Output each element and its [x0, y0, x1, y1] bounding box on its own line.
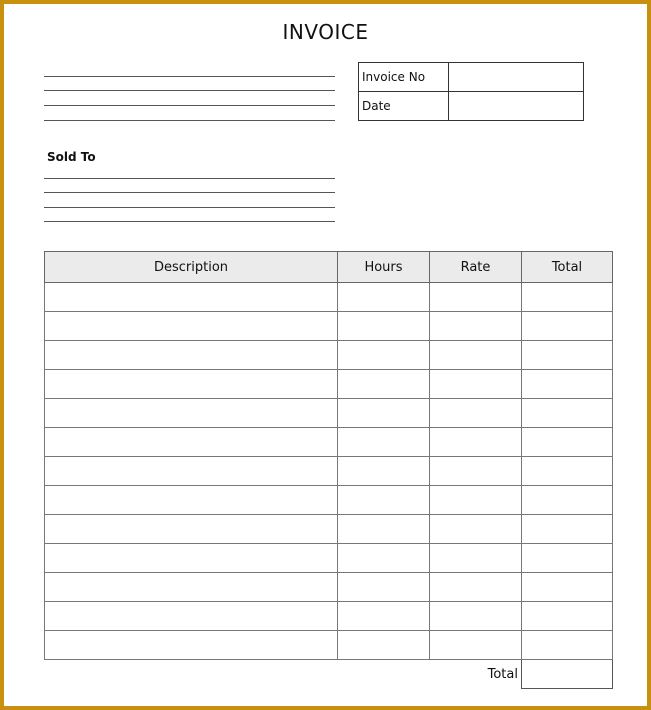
total-cell[interactable] — [522, 399, 613, 428]
table-row — [45, 515, 613, 544]
hours-cell[interactable] — [338, 370, 430, 399]
sold-to-line[interactable] — [44, 207, 335, 208]
hours-cell[interactable] — [338, 486, 430, 515]
table-row — [45, 312, 613, 341]
rate-cell[interactable] — [430, 486, 522, 515]
rate-cell[interactable] — [430, 515, 522, 544]
description-cell[interactable] — [45, 602, 338, 631]
total-cell[interactable] — [522, 573, 613, 602]
table-row — [45, 631, 613, 660]
hours-cell[interactable] — [338, 631, 430, 660]
hours-cell[interactable] — [338, 602, 430, 631]
description-cell[interactable] — [45, 515, 338, 544]
table-row — [45, 573, 613, 602]
total-cell[interactable] — [522, 457, 613, 486]
rate-cell[interactable] — [430, 544, 522, 573]
from-line[interactable] — [44, 76, 335, 77]
table-header-row — [45, 252, 613, 283]
hours-cell[interactable] — [338, 544, 430, 573]
column-header-rate: Rate — [430, 252, 522, 283]
invoice-meta-table — [358, 62, 584, 121]
rate-cell[interactable] — [430, 283, 522, 312]
invoice-no-label: Invoice No — [359, 63, 449, 92]
table-row — [45, 428, 613, 457]
total-cell[interactable] — [522, 544, 613, 573]
total-cell[interactable] — [522, 341, 613, 370]
description-cell[interactable] — [45, 631, 338, 660]
rate-cell[interactable] — [430, 312, 522, 341]
from-line[interactable] — [44, 90, 335, 91]
total-cell[interactable] — [522, 283, 613, 312]
hours-cell[interactable] — [338, 312, 430, 341]
total-cell[interactable] — [522, 428, 613, 457]
table-row — [45, 602, 613, 631]
hours-cell[interactable] — [338, 515, 430, 544]
rate-cell[interactable] — [430, 370, 522, 399]
hours-cell[interactable] — [338, 573, 430, 602]
total-cell[interactable] — [522, 515, 613, 544]
description-cell[interactable] — [45, 428, 338, 457]
hours-cell[interactable] — [338, 283, 430, 312]
hours-cell[interactable] — [338, 341, 430, 370]
grand-total-field[interactable] — [522, 660, 613, 689]
hours-cell[interactable] — [338, 457, 430, 486]
date-label: Date — [359, 92, 449, 121]
rate-cell[interactable] — [430, 457, 522, 486]
description-cell[interactable] — [45, 370, 338, 399]
hours-cell[interactable] — [338, 428, 430, 457]
table-row — [45, 457, 613, 486]
column-header-hours: Hours — [338, 252, 430, 283]
table-row — [45, 399, 613, 428]
description-cell[interactable] — [45, 486, 338, 515]
column-header-description: Description — [45, 252, 338, 283]
total-cell[interactable] — [522, 370, 613, 399]
description-cell[interactable] — [45, 283, 338, 312]
description-cell[interactable] — [45, 573, 338, 602]
hours-cell[interactable] — [338, 399, 430, 428]
page-title: INVOICE — [282, 20, 369, 44]
from-line[interactable] — [44, 105, 335, 106]
table-row — [45, 341, 613, 370]
sold-to-label: Sold To — [47, 150, 96, 164]
grand-total-label: Total — [487, 666, 518, 682]
total-cell[interactable] — [522, 602, 613, 631]
table-row — [45, 544, 613, 573]
sold-to-line[interactable] — [44, 221, 335, 222]
table-row — [45, 283, 613, 312]
total-cell[interactable] — [522, 312, 613, 341]
rate-cell[interactable] — [430, 602, 522, 631]
table-row — [45, 486, 613, 515]
column-header-total: Total — [522, 252, 613, 283]
rate-cell[interactable] — [430, 631, 522, 660]
sold-to-line[interactable] — [44, 178, 335, 179]
total-cell[interactable] — [522, 486, 613, 515]
grand-total-row — [45, 660, 613, 689]
total-cell[interactable] — [522, 631, 613, 660]
description-cell[interactable] — [45, 399, 338, 428]
rate-cell[interactable] — [430, 341, 522, 370]
sold-to-line[interactable] — [44, 192, 335, 193]
rate-cell[interactable] — [430, 428, 522, 457]
description-cell[interactable] — [45, 544, 338, 573]
table-row — [45, 370, 613, 399]
description-cell[interactable] — [45, 341, 338, 370]
rate-cell[interactable] — [430, 573, 522, 602]
description-cell[interactable] — [45, 312, 338, 341]
line-items-table — [44, 251, 613, 689]
rate-cell[interactable] — [430, 399, 522, 428]
description-cell[interactable] — [45, 457, 338, 486]
from-line[interactable] — [44, 120, 335, 121]
date-field[interactable] — [449, 92, 584, 121]
invoice-no-field[interactable] — [449, 63, 584, 92]
